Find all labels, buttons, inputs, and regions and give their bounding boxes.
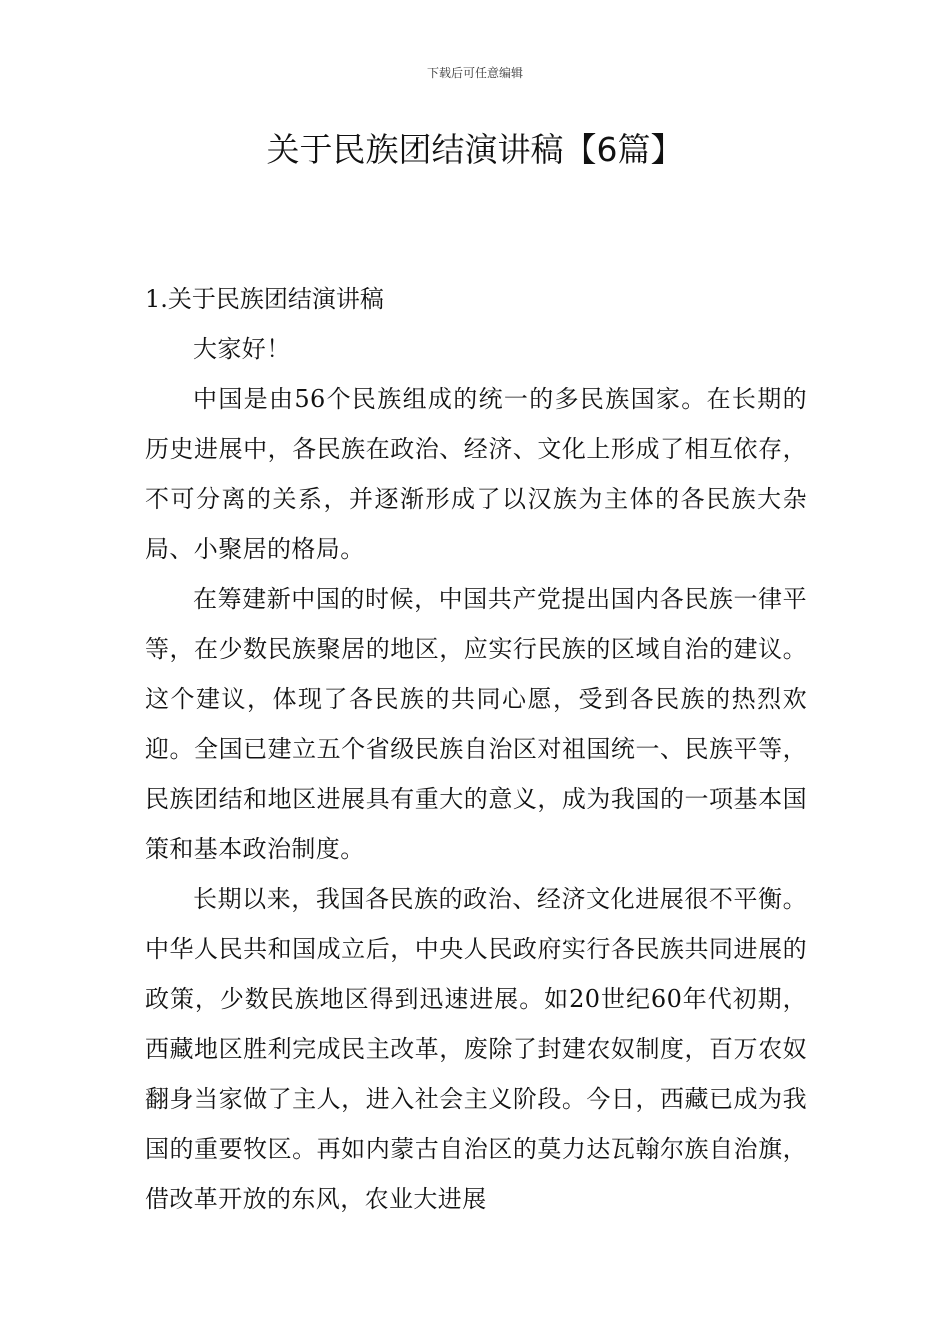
paragraph-2: 在筹建新中国的时候，中国共产党提出国内各民族一律平等，在少数民族聚居的地区，应实行民族的区域自治的建议。这个建议，体现了各民族的共同心愿，受到各民族的热烈欢迎。全国已建立五个省级民族自治区对祖国统一、民族平等，民族团结和地区进展具有重大的意义，成为我国的一项基本国策和基本政治制度。 [145,585,807,863]
page-header-note: 下载后可任意编辑 [426,66,523,80]
section-heading: 1.关于民族团结演讲稿 [145,285,384,313]
document-body [145,274,807,1224]
document-title: 关于民族团结演讲稿【6篇】 [266,130,684,169]
paragraph-3: 长期以来，我国各民族的政治、经济文化进展很不平衡。中华人民共和国成立后，中央人民政府实行各民族共同进展的政策，少数民族地区得到迅速进展。如20世纪60年代初期，西藏地区胜利完成民主改革，废除了封建农奴制度，百万农奴翻身当家做了主人，进入社会主义阶段。今日，西藏已成为我国的重要牧区。再如内蒙古自治区的莫力达瓦翰尔族自治旗，借改革开放的东风，农业大进展 [145,885,807,1213]
paragraph-greeting: 大家好！ [193,335,291,363]
paragraph-1: 中国是由56个民族组成的统一的多民族国家。在长期的历史进展中，各民族在政治、经济、文化上形成了相互依存，不可分离的关系，并逐渐形成了以汉族为主体的各民族大杂局、小聚居的格局。 [145,385,807,563]
